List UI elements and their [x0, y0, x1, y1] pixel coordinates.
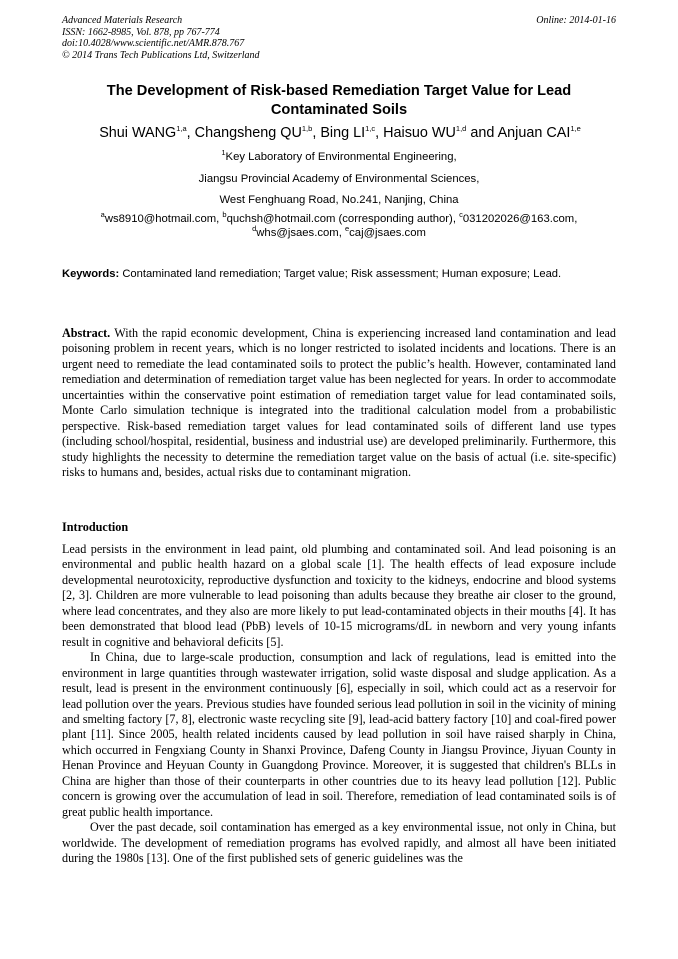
journal-name: Advanced Materials Research	[62, 15, 183, 26]
affiliation-line-3: West Fenghuang Road, No.241, Nanjing, China	[219, 194, 459, 206]
email-separator: ,	[216, 213, 223, 225]
keywords-label: Keywords:	[62, 268, 120, 280]
section-heading-introduction: Introduction	[62, 520, 129, 534]
author-separator: ,	[186, 125, 195, 141]
intro-paragraph: Over the past decade, soil contamination has emerged as a key environmental issue, not only in China, but worldwide. The development of remediation programs has evolved rapidly, and almost all have been initiated during the 1980s [13]. One of the first published sets of generic guidelines was the	[62, 820, 616, 866]
journal-issn: ISSN: 1662-8985, Vol. 878, pp 767-774	[62, 26, 220, 38]
author-name: Anjuan CAI	[497, 125, 571, 141]
author-name: Bing LI	[320, 125, 366, 141]
abstract-label: Abstract.	[62, 326, 111, 340]
intro-paragraph: Lead persists in the environment in lead paint, old plumbing and contaminated soil. And lead poisoning is an environmental and public health hazard on a global scale [1]. The health effects of lead exposure include developmental neurotoxicity, reproductive dysfunction and toxicity to the kidneys, endocrine and blood systems [2, 3]. Children are more vulnerable to lead poisoning than adults because they breathe air closer to the ground, where lead concentrates, and they also are more likely to put lead-contaminated objects in their mouths [4]. It has been demonstrated that blood lead (PbB) levels of 10-15 micrograms/dL in newborn and very young infants result in cognitive and behavioral deficits [5].	[62, 542, 616, 649]
email-address[interactable]: 031202026@163.com	[462, 213, 575, 225]
email-mark: e	[344, 224, 350, 234]
author-affiliation-mark: 1,e	[570, 124, 581, 134]
email-mark: b	[222, 210, 227, 220]
abstract	[62, 326, 616, 481]
author-affiliation-mark: 1,a	[176, 124, 187, 134]
author-name: Shui WANG	[99, 125, 177, 141]
author-list	[40, 124, 640, 142]
email-address[interactable]: quchsh@hotmail.com (corresponding author)	[226, 213, 453, 225]
email-address[interactable]: whs@jsaes.com	[256, 227, 339, 239]
author-name: Haisuo WU	[383, 125, 456, 141]
email-address[interactable]: caj@jsaes.com	[349, 227, 426, 239]
online-date: Online: 2014-01-16	[536, 15, 616, 26]
author-affiliation-mark: 1,b	[301, 124, 313, 134]
abstract-text: With the rapid economic development, China is experiencing increased land contamination and lead poisoning problem in recent years, which is no longer restricted to isolated incidents and locations. There is an urgent need to remediate the lead contaminated soils to protect the public’s health. However, contaminated land remediation and determination of remediation target value has been neglected for years. In order to accommodate uncertainties within the conservative point estimation of remediation target value for lead contaminated soils, Monte Carlo simulation technique is integrated into the traditional calculation model from a probabilistic perspective. Risk-based remediation target values for lead contaminated soils of different land use types (including school/hospital, residential, business and industrial use) are developed preliminarily. Furthermore, this study highlights the necessity to determine the remediation target value on the basis of actual (i.e. site-specific) risks to humans and, besides, actual risks due to contaminant migration.	[62, 326, 616, 480]
journal-copyright: © 2014 Trans Tech Publications Ltd, Switzerland	[62, 49, 260, 61]
author-separator: and	[466, 125, 498, 141]
keywords-text: Contaminated land remediation; Target value; Risk assessment; Human exposure; Lead.	[122, 268, 562, 280]
affiliation-line-1	[62, 150, 616, 164]
intro-paragraph: In China, due to large-scale production, consumption and lack of regulations, lead is emitted into the environment in large quantities through wastewater irrigation, solid waste disposal and sludge application. As a result, lead is present in the environment continuously [6], especially in soil, which could act as a reservoir for lead pollution over the years. Previous studies have founded serious lead pollution in soil in the vicinity of mining and smelting factory [7, 8], electronic waste recycling site [9], lead-acid battery factory [10] and coal-fired power plant [11]. Since 2005, health related incidents caused by lead pollution in soil have raised sharply in China, which occurred in Fengxiang County in Shanxi Province, Dafeng County in Jiangsu Province, Jiyuan County in Henan Province and Heyuan County in Guangdong Province. Moreover, it is suggested that children's BLLs in China are higher than those of their counterparts in other countries due to its heavy lead pollution [12]. Public concern is growing over the accumulation of lead in soil. Therefore, remediation of lead contaminated soils is of great public health importance.	[62, 650, 616, 819]
author-separator: ,	[375, 125, 384, 141]
email-mark: a	[100, 210, 105, 220]
email-address[interactable]: ws8910@hotmail.com	[104, 213, 217, 225]
author-affiliation-mark: 1,c	[365, 124, 376, 134]
introduction-body	[62, 542, 616, 867]
email-separator: ,	[574, 213, 578, 225]
author-affiliation-mark: 1,d	[455, 124, 467, 134]
email-separator: ,	[452, 213, 460, 225]
email-mark: d	[252, 224, 257, 234]
keywords	[62, 264, 616, 284]
author-separator: ,	[312, 125, 321, 141]
paper-title: The Development of Risk-based Remediation Target Value for Lead Contaminated Soils	[106, 83, 572, 118]
affiliation-mark: 1	[221, 148, 226, 158]
affiliation-lab: Key Laboratory of Environmental Engineering,	[225, 151, 457, 163]
author-name: Changsheng QU	[194, 125, 302, 141]
journal-doi: doi:10.4028/www.scientific.net/AMR.878.767	[62, 38, 245, 49]
affiliation-line-2: Jiangsu Provincial Academy of Environmental Sciences,	[198, 173, 480, 185]
journal-header-info	[62, 15, 260, 61]
author-emails	[62, 212, 616, 240]
email-separator: ,	[338, 227, 345, 239]
email-mark: c	[459, 210, 463, 220]
